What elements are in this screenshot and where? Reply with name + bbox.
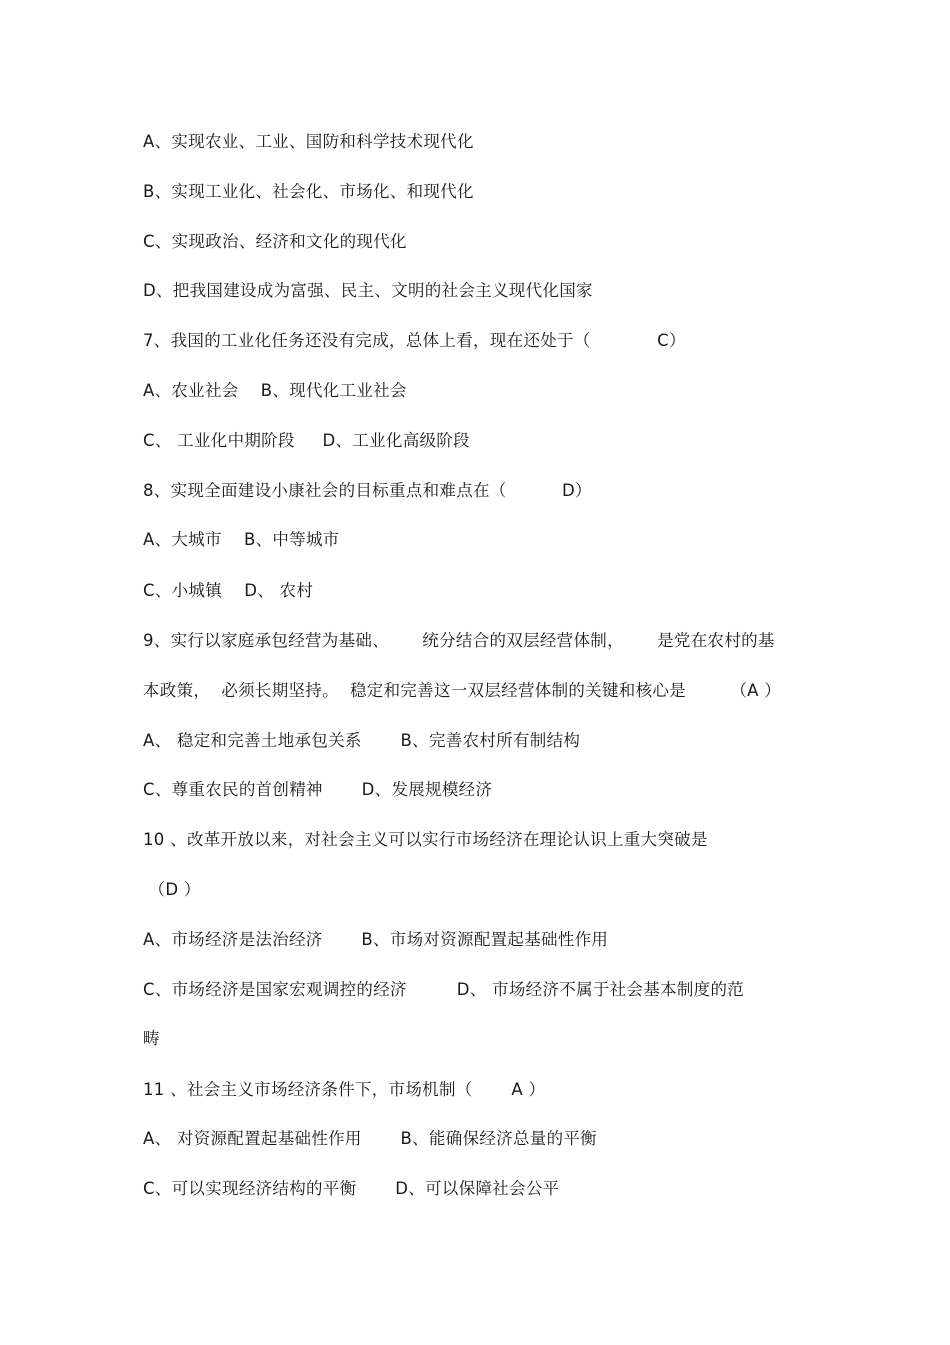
option-line: A、实现农业、工业、国防和科学技术现代化 xyxy=(143,132,474,151)
question-9: 9、实行以家庭承包经营为基础、 统分结合的双层经营体制， 是党在农村的基 xyxy=(143,631,775,650)
option-line: A、农业社会 B、现代化工业社会 xyxy=(143,381,407,400)
question-8: 8、实现全面建设小康社会的目标重点和难点在（ D） xyxy=(143,481,592,500)
option-line: C、市场经济是国家宏观调控的经济 D、 市场经济不属于社会基本制度的范 xyxy=(143,980,745,999)
question-10: 10 、改革开放以来，对社会主义可以实行市场经济在理论认识上重大突破是 xyxy=(143,830,708,849)
question-10-answer: （D ） xyxy=(143,880,201,899)
option-line: C、 工业化中期阶段 D、工业化高级阶段 xyxy=(143,431,470,450)
option-line: C、可以实现经济结构的平衡 D、可以保障社会公平 xyxy=(143,1179,560,1198)
option-line: A、 对资源配置起基础性作用 B、能确保经济总量的平衡 xyxy=(143,1129,597,1148)
question-11: 11 、社会主义市场经济条件下，市场机制（ A ） xyxy=(143,1080,546,1099)
option-line: C、小城镇 D、 农村 xyxy=(143,581,314,600)
option-line-continued: 畴 xyxy=(143,1029,160,1048)
option-line: A、 稳定和完善土地承包关系 B、完善农村所有制结构 xyxy=(143,731,581,750)
option-line: C、实现政治、经济和文化的现代化 xyxy=(143,232,407,251)
option-line: B、实现工业化、社会化、市场化、和现代化 xyxy=(143,182,474,201)
question-7: 7、我国的工业化任务还没有完成，总体上看，现在还处于（ C） xyxy=(143,331,686,350)
option-line: D、把我国建设成为富强、民主、文明的社会主义现代化国家 xyxy=(143,281,593,300)
option-line: A、大城市 B、中等城市 xyxy=(143,530,340,549)
option-line: A、市场经济是法治经济 B、市场对资源配置起基础性作用 xyxy=(143,930,609,949)
option-line: C、尊重农民的首创精神 D、发展规模经济 xyxy=(143,780,493,799)
question-9-continued: 本政策， 必须长期坚持。 稳定和完善这一双层经营体制的关键和核心是 （A ） xyxy=(143,681,782,700)
